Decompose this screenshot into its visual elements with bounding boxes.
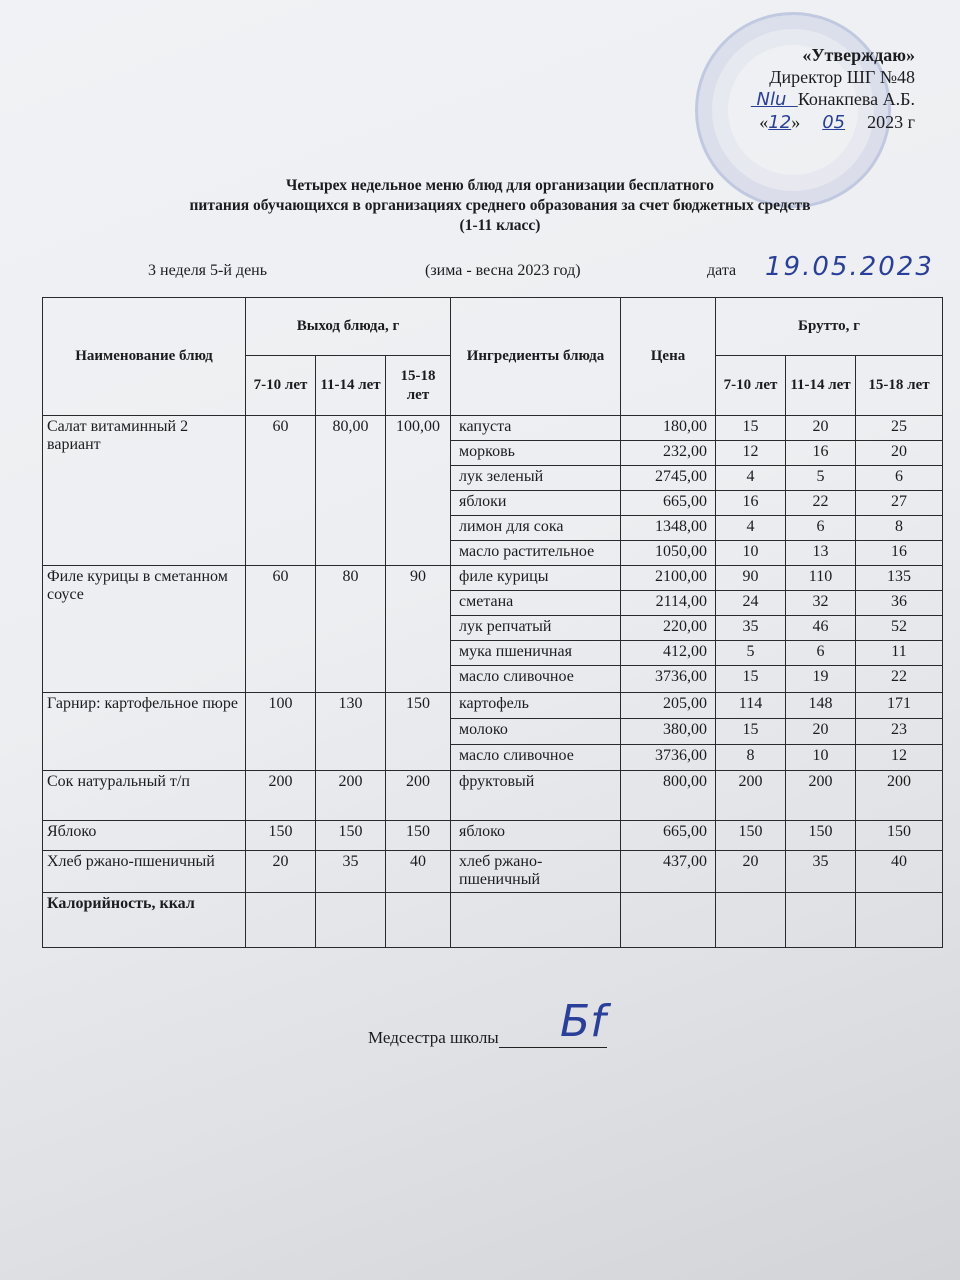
ingredient-price: 205,00 — [621, 693, 716, 719]
dish-output: 200 — [246, 771, 316, 821]
ingredient-gross: 32 — [786, 591, 856, 616]
ingredient-gross: 148 — [786, 693, 856, 719]
approval-day: 12 — [768, 112, 792, 133]
menu-table — [42, 297, 943, 948]
nurse-label: Медсестра школы — [368, 1028, 499, 1047]
ingredient-gross: 16 — [856, 541, 943, 566]
ingredient-gross: 27 — [856, 491, 943, 516]
ingredient-price: 1050,00 — [621, 541, 716, 566]
dish-name: Гарнир: картофельное пюре — [43, 693, 246, 771]
dish-output: 130 — [316, 693, 386, 771]
ingredient-name: яблоки — [451, 491, 621, 516]
dish-output: 200 — [316, 771, 386, 821]
ingredient-price: 2100,00 — [621, 566, 716, 591]
title-line-2: питания обучающихся в организациях среднего образования за счет бюджетных средств — [189, 197, 811, 214]
ingredient-gross: 150 — [716, 821, 786, 851]
dish-output: 150 — [246, 821, 316, 851]
header-output-age-11-14: 11-14 лет — [316, 356, 386, 416]
dish-output: 80,00 — [316, 416, 386, 566]
table-row — [43, 771, 943, 821]
ingredient-gross: 8 — [856, 516, 943, 541]
ingredient-price: 232,00 — [621, 441, 716, 466]
header-gross: Брутто, г — [716, 298, 943, 356]
title-line-1: Четырех недельное меню блюд для организации бесплатного — [286, 177, 714, 194]
calories-cell — [621, 893, 716, 948]
ingredient-gross: 200 — [716, 771, 786, 821]
ingredient-name: лук репчатый — [451, 616, 621, 641]
ingredient-name: морковь — [451, 441, 621, 466]
ingredient-name: капуста — [451, 416, 621, 441]
title-line-3: (1-11 класс) — [459, 217, 541, 234]
calories-cell — [786, 893, 856, 948]
ingredient-name: мука пшеничная — [451, 641, 621, 666]
ingredient-gross: 150 — [856, 821, 943, 851]
ingredient-price: 2745,00 — [621, 466, 716, 491]
calories-cell — [386, 893, 451, 948]
ingredient-gross: 36 — [856, 591, 943, 616]
ingredient-price: 665,00 — [621, 491, 716, 516]
ingredient-gross: 15 — [716, 666, 786, 693]
ingredient-name: масло сливочное — [451, 745, 621, 771]
table-row — [43, 821, 943, 851]
dish-output: 20 — [246, 851, 316, 893]
approval-year: 2023 г — [867, 112, 915, 132]
ingredient-gross: 114 — [716, 693, 786, 719]
ingredient-gross: 4 — [716, 466, 786, 491]
dish-name: Хлеб ржано-пшеничный — [43, 851, 246, 893]
ingredient-gross: 20 — [716, 851, 786, 893]
header-output: Выход блюда, г — [246, 298, 451, 356]
table-row — [43, 851, 943, 893]
ingredient-price: 665,00 — [621, 821, 716, 851]
dish-output: 100 — [246, 693, 316, 771]
header-gross-age-15-18: 15-18 лет — [856, 356, 943, 416]
document-title — [100, 176, 900, 236]
ingredient-gross: 6 — [856, 466, 943, 491]
ingredient-gross: 90 — [716, 566, 786, 591]
header-ingredients: Ингредиенты блюда — [451, 298, 621, 416]
ingredient-gross: 10 — [716, 541, 786, 566]
ingredient-gross: 4 — [716, 516, 786, 541]
header-dish: Наименование блюд — [43, 298, 246, 416]
ingredient-name: фруктовый — [451, 771, 621, 821]
ingredient-name: масло растительное — [451, 541, 621, 566]
dish-output: 40 — [386, 851, 451, 893]
ingredient-price: 3736,00 — [621, 666, 716, 693]
header-price: Цена — [621, 298, 716, 416]
ingredient-price: 412,00 — [621, 641, 716, 666]
dish-output: 80 — [316, 566, 386, 693]
director-signature: Nlu — [750, 89, 798, 110]
dish-output: 150 — [316, 821, 386, 851]
ingredient-name: яблоко — [451, 821, 621, 851]
ingredient-price: 2114,00 — [621, 591, 716, 616]
ingredient-price: 180,00 — [621, 416, 716, 441]
calories-cell — [246, 893, 316, 948]
ingredient-gross: 23 — [856, 719, 943, 745]
ingredient-price: 380,00 — [621, 719, 716, 745]
ingredient-gross: 171 — [856, 693, 943, 719]
calories-cell — [716, 893, 786, 948]
ingredient-gross: 25 — [856, 416, 943, 441]
dish-name: Салат витаминный 2 вариант — [43, 416, 246, 566]
calories-cell — [856, 893, 943, 948]
ingredient-gross: 35 — [716, 616, 786, 641]
ingredient-gross: 20 — [856, 441, 943, 466]
ingredient-gross: 22 — [786, 491, 856, 516]
ingredient-gross: 16 — [716, 491, 786, 516]
ingredient-gross: 40 — [856, 851, 943, 893]
header-gross-age-11-14: 11-14 лет — [786, 356, 856, 416]
calories-cell — [451, 893, 621, 948]
dish-name: Яблоко — [43, 821, 246, 851]
dish-name: Филе курицы в сметанном соусе — [43, 566, 246, 693]
approval-position: Директор ШГ №48 — [769, 67, 915, 87]
ingredient-price: 437,00 — [621, 851, 716, 893]
header-output-age-15-18: 15-18 лет — [386, 356, 451, 416]
ingredient-price: 220,00 — [621, 616, 716, 641]
ingredient-gross: 11 — [856, 641, 943, 666]
ingredient-gross: 19 — [786, 666, 856, 693]
ingredient-name: молоко — [451, 719, 621, 745]
ingredient-gross: 22 — [856, 666, 943, 693]
dish-output: 100,00 — [386, 416, 451, 566]
ingredient-gross: 12 — [856, 745, 943, 771]
dish-output: 60 — [246, 416, 316, 566]
approval-block: «Утверждаю» Директор ШГ №48 Nlu Конакпева А.Б. «12» 05 2023 г — [750, 45, 915, 133]
ingredient-gross: 200 — [786, 771, 856, 821]
ingredient-gross: 135 — [856, 566, 943, 591]
table-row — [43, 693, 943, 719]
ingredient-gross: 5 — [716, 641, 786, 666]
ingredient-gross: 12 — [716, 441, 786, 466]
ingredient-gross: 150 — [786, 821, 856, 851]
ingredient-price: 1348,00 — [621, 516, 716, 541]
ingredient-price: 800,00 — [621, 771, 716, 821]
table-row — [43, 566, 943, 591]
table-row — [43, 416, 943, 441]
approval-name: Конакпева А.Б. — [797, 89, 915, 109]
ingredient-gross: 8 — [716, 745, 786, 771]
calories-label: Калорийность, ккал — [43, 893, 246, 948]
ingredient-gross: 110 — [786, 566, 856, 591]
ingredient-gross: 20 — [786, 416, 856, 441]
ingredient-gross: 200 — [856, 771, 943, 821]
date-value: 19.05.2023 — [765, 252, 934, 282]
ingredient-gross: 20 — [786, 719, 856, 745]
ingredient-gross: 6 — [786, 516, 856, 541]
dish-output: 90 — [386, 566, 451, 693]
ingredient-gross: 16 — [786, 441, 856, 466]
header-output-age-7-10: 7-10 лет — [246, 356, 316, 416]
dish-output: 150 — [386, 821, 451, 851]
ingredient-name: лимон для сока — [451, 516, 621, 541]
dish-output: 150 — [386, 693, 451, 771]
date-label: дата — [707, 262, 737, 279]
ingredient-gross: 13 — [786, 541, 856, 566]
ingredient-gross: 6 — [786, 641, 856, 666]
ingredient-gross: 10 — [786, 745, 856, 771]
calories-row — [43, 893, 943, 948]
ingredient-name: сметана — [451, 591, 621, 616]
ingredient-name: картофель — [451, 693, 621, 719]
ingredient-name: лук зеленый — [451, 466, 621, 491]
week-day: 3 неделя 5-й день — [148, 262, 268, 279]
approval-heading: «Утверждаю» — [802, 45, 915, 65]
ingredient-gross: 35 — [786, 851, 856, 893]
ingredient-gross: 52 — [856, 616, 943, 641]
ingredient-gross: 46 — [786, 616, 856, 641]
ingredient-name: хлеб ржано-пшеничный — [451, 851, 621, 893]
dish-output: 200 — [386, 771, 451, 821]
dish-output: 60 — [246, 566, 316, 693]
dish-output: 35 — [316, 851, 386, 893]
ingredient-gross: 15 — [716, 416, 786, 441]
approval-month: 05 — [822, 112, 846, 133]
ingredient-gross: 15 — [716, 719, 786, 745]
ingredient-gross: 24 — [716, 591, 786, 616]
ingredient-price: 3736,00 — [621, 745, 716, 771]
header-gross-age-7-10: 7-10 лет — [716, 356, 786, 416]
ingredient-gross: 5 — [786, 466, 856, 491]
ingredient-name: филе курицы — [451, 566, 621, 591]
ingredient-name: масло сливочное — [451, 666, 621, 693]
nurse-signature: Бf — [560, 996, 606, 1047]
calories-cell — [316, 893, 386, 948]
dish-name: Сок натуральный т/п — [43, 771, 246, 821]
season: (зима - весна 2023 год) — [425, 262, 581, 279]
